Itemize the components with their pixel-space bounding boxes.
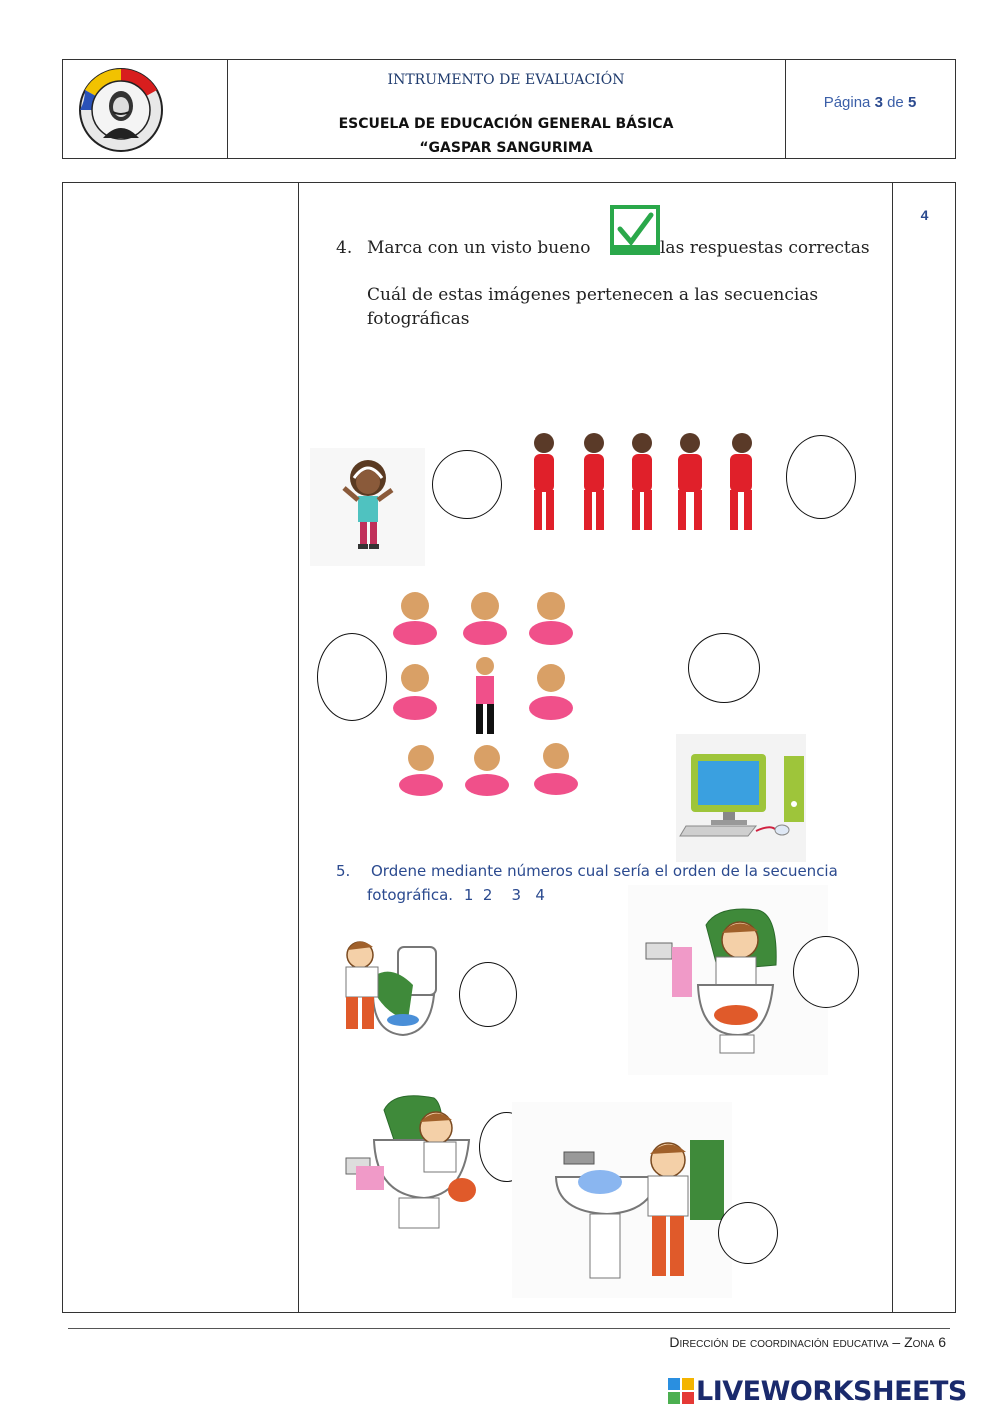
order-circle-1[interactable] [459, 962, 517, 1027]
order-circle-2[interactable] [793, 936, 859, 1008]
computer-image [676, 734, 806, 862]
answer-circle-3[interactable] [317, 633, 387, 721]
page-total: 5 [907, 94, 917, 111]
q4-number: 4. [336, 238, 353, 258]
header-table [62, 59, 956, 159]
footer-text: Dirección de coordinación educativa – Zona 6 [669, 1334, 946, 1350]
answer-circle-4[interactable] [688, 633, 760, 703]
school-name: ESCUELA DE EDUCACIÓN GENERAL BÁSICA [338, 116, 674, 132]
page-current: 3 [874, 94, 883, 111]
checkmark-icon [610, 205, 660, 255]
boy-sitting-toilet-image [324, 1080, 500, 1240]
girl-headphones-image [310, 448, 425, 566]
page-indicator [785, 60, 955, 158]
q5-line2-text: fotográfica. [367, 886, 454, 904]
expression-row-2 [393, 657, 573, 734]
babies-red-sequence-image [520, 430, 772, 538]
girl-expressions-grid-image [388, 586, 584, 800]
document-title: INTRUMENTO DE EVALUACIÓN [387, 72, 625, 88]
boy-washing-hands-image [512, 1102, 732, 1298]
q4-subtitle-line1: Cuál de estas imágenes pertenecen a las secuencias [367, 285, 819, 305]
order-circle-4[interactable] [718, 1202, 778, 1264]
score-column [892, 183, 956, 1312]
school-name-line2: “GASPAR SANGURIMA [419, 140, 593, 156]
left-column [63, 183, 299, 1312]
expression-row-1 [393, 592, 573, 645]
q5-sequence-numbers: 1 2 3 4 [463, 886, 545, 904]
score-value: 4 [920, 207, 929, 223]
q5-number: 5. [336, 862, 351, 880]
page-of: de [887, 94, 904, 111]
answer-circle-2[interactable] [786, 435, 856, 519]
page-label: Página [823, 94, 871, 111]
q4-subtitle-line2: fotográficas [367, 309, 470, 329]
header-title-cell [227, 60, 786, 158]
school-logo [63, 60, 227, 158]
q5-line2 [367, 886, 545, 904]
q4-text-before: Marca con un visto bueno [367, 238, 591, 258]
school-logo-cell [63, 60, 228, 158]
expression-row-3 [399, 743, 578, 796]
q4-text-after: las respuestas correctas [660, 238, 870, 258]
liveworksheets-logo-icon [668, 1378, 694, 1404]
footer-divider [68, 1328, 950, 1329]
boy-flushing-toilet-image [318, 925, 456, 1043]
q5-line1: Ordene mediante números cual sería el orden de la secuencia [371, 862, 838, 880]
liveworksheets-brand[interactable]: LIVEWORKSHEETS [696, 1376, 967, 1407]
answer-circle-1[interactable] [432, 450, 502, 519]
